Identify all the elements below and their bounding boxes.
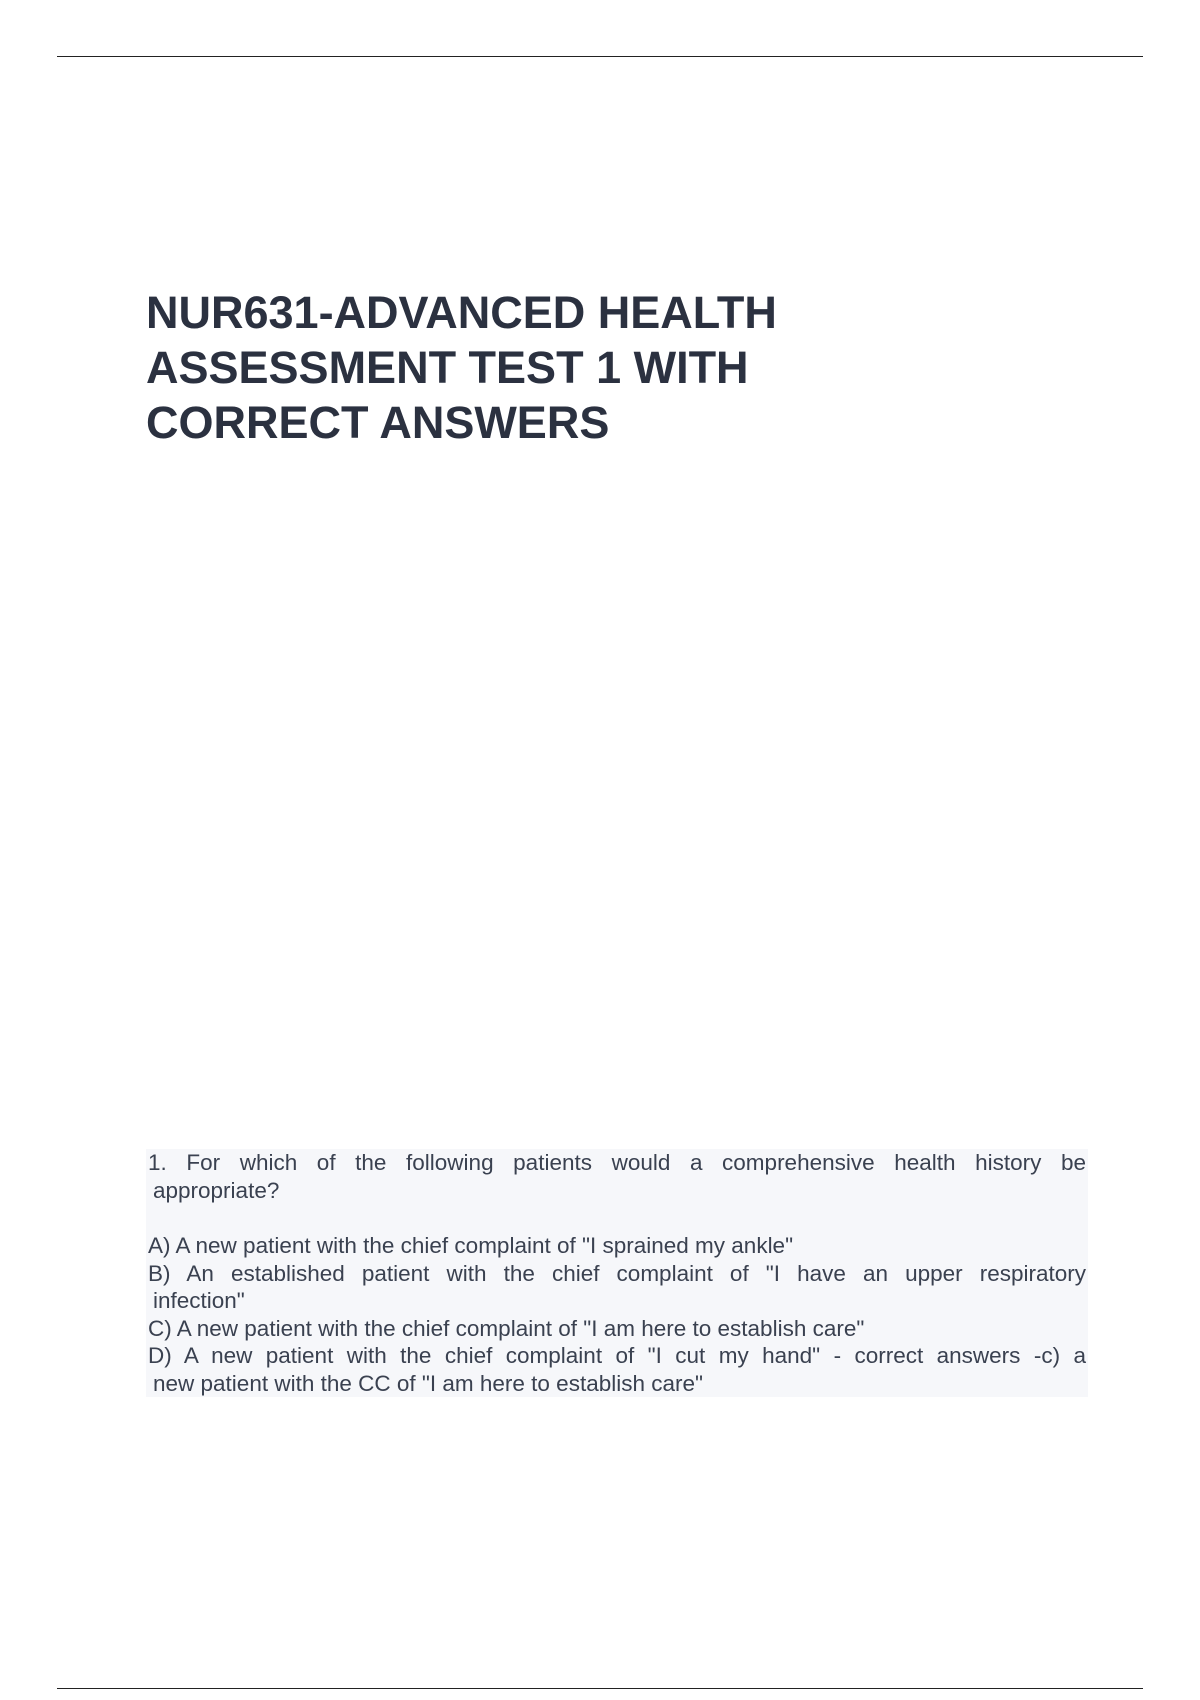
top-divider (57, 56, 1143, 57)
document-title (146, 285, 1046, 450)
option-b-continued: infection" (153, 1288, 245, 1313)
option-b: B) An established patient with the chief complaint of "I have an upper respiratory (148, 1260, 1086, 1286)
option-a: A) A new patient with the chief complaint of "I sprained my ankle" (148, 1233, 794, 1258)
option-d-with-answer: D) A new patient with the chief complaint of "I cut my hand" - correct answers -c) a (148, 1343, 1086, 1368)
title-line: CORRECT ANSWERS (146, 397, 610, 448)
question-stem: 1. For which of the following patients would a comprehensive health history be (148, 1150, 1086, 1175)
title-line: NUR631-ADVANCED HEALTH (146, 287, 777, 338)
answer-continued: new patient with the CC of "I am here to establish care" (153, 1370, 703, 1396)
bottom-divider (57, 1688, 1143, 1689)
spacer (148, 1204, 1086, 1232)
question-stem-continued: appropriate? (153, 1177, 280, 1203)
option-c: C) A new patient with the chief complaint of "I am here to establish care" (148, 1315, 865, 1341)
question-1 (146, 1149, 1088, 1397)
title-line: ASSESSMENT TEST 1 WITH (146, 342, 749, 393)
